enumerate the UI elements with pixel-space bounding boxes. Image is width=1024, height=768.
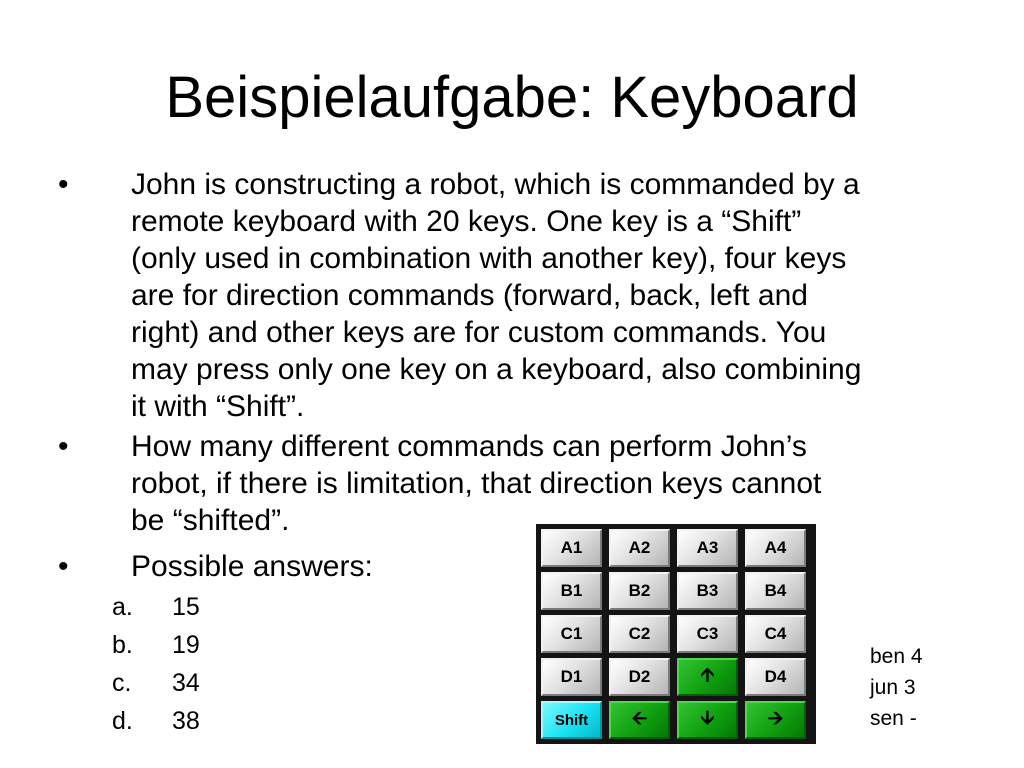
arrow-down-icon: 🡫: [677, 701, 738, 739]
key-c1: C1: [541, 615, 602, 653]
key-d4: D4: [745, 658, 806, 696]
key-c3: C3: [677, 615, 738, 653]
key-b2: B2: [609, 572, 670, 610]
answer-letter: c.: [112, 669, 132, 697]
text-line: it with “Shift”.: [131, 390, 305, 423]
key-shift: Shift: [541, 701, 602, 739]
key-a3: A3: [677, 529, 738, 567]
key-b4: B4: [745, 572, 806, 610]
text-line: (only used in combination with another key), four keys: [131, 242, 847, 275]
key-a1: A1: [541, 529, 602, 567]
answer-value: 15: [172, 593, 200, 621]
keyboard-image: [536, 524, 816, 744]
note-line: jun 3: [870, 676, 916, 699]
answer-letter: a.: [112, 593, 133, 621]
arrow-up-icon: 🡩: [677, 658, 738, 696]
key-a2: A2: [609, 529, 670, 567]
text-line: robot, if there is limitation, that direction keys cannot: [131, 467, 822, 500]
text-line: Possible answers:: [131, 550, 373, 583]
text-line: be “shifted”.: [131, 504, 290, 537]
text-line: are for direction commands (forward, back, left and: [131, 279, 808, 312]
key-a4: A4: [745, 529, 806, 567]
note-line: ben 4: [870, 645, 923, 668]
bullet-question: [131, 428, 981, 539]
bullet-marker: •: [58, 430, 69, 463]
answer-letter: b.: [112, 631, 133, 659]
key-d1: D1: [541, 658, 602, 696]
bullet-marker: •: [58, 550, 69, 583]
bullet-problem-description: [131, 166, 981, 425]
answer-value: 34: [172, 669, 200, 697]
text-line: may press only one key on a keyboard, also combining: [131, 353, 862, 386]
answer-value: 19: [172, 631, 200, 659]
arrow-left-icon: 🡨: [609, 701, 670, 739]
text-line: How many different commands can perform John’s: [131, 430, 807, 463]
note-line: sen -: [870, 707, 917, 730]
key-b1: B1: [541, 572, 602, 610]
key-d2: D2: [609, 658, 670, 696]
arrow-right-icon: 🡪: [745, 701, 806, 739]
key-b3: B3: [677, 572, 738, 610]
key-c2: C2: [609, 615, 670, 653]
text-line: remote keyboard with 20 keys. One key is a “Shift”: [131, 205, 802, 238]
answer-letter: d.: [112, 707, 133, 735]
key-c4: C4: [745, 615, 806, 653]
answer-value: 38: [172, 707, 200, 735]
text-line: right) and other keys are for custom commands. You: [131, 316, 827, 349]
text-line: John is constructing a robot, which is commanded by a: [131, 168, 860, 201]
bullet-marker: •: [58, 168, 69, 201]
slide-title: Beispielaufgabe: Keyboard: [165, 65, 859, 130]
